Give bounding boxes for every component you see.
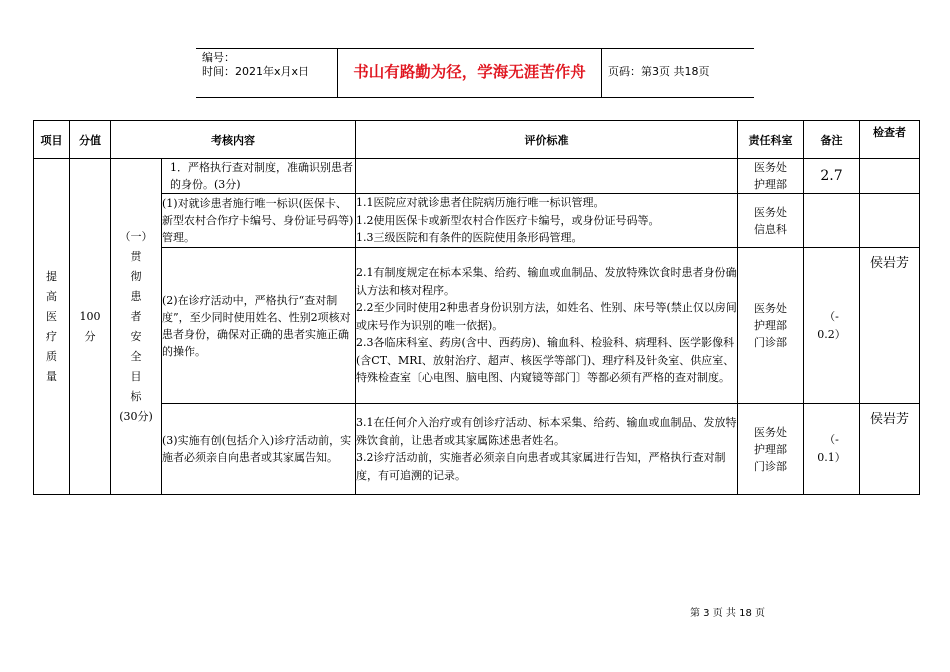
dept-cell: 医务处 护理部 门诊部 bbox=[738, 404, 804, 495]
checker-cell bbox=[860, 159, 920, 194]
criteria-cell: 1.1医院应对就诊患者住院病历施行唯一标识管理。 1.2使用医保卡或新型农村合作医疗卡编号，或身份证号码等。 1.3三级医院和有条件的医院使用条形码管理。 bbox=[356, 194, 738, 248]
note-cell bbox=[804, 194, 860, 248]
note-cell: （- 0.1） bbox=[804, 404, 860, 495]
content-cell: 1．严格执行查对制度，准确识别患者的身份。(3分) bbox=[162, 159, 356, 194]
criteria-cell: 3.1在任何介入治疗或有创诊疗活动、标本采集、给药、输血或血制品、发放特殊饮食前，让患者或其家属陈述患者姓名。 3.2诊疗活动前，实施者必须亲自向患者或其家属进行告知，严格执行查对制度，有可追溯的记录。 bbox=[356, 404, 738, 495]
table-row bbox=[34, 248, 920, 404]
content-cell: (1)对就诊患者施行唯一标识(医保卡、新型农村合作疗卡编号、身份证号码等)管理。 bbox=[162, 194, 356, 248]
note-cell: （- 0.2） bbox=[804, 248, 860, 404]
section-cell: （一） 贯 彻 患 者 安 全 目 标 (30分) bbox=[111, 159, 162, 495]
dept-cell: 医务处 信息科 bbox=[738, 194, 804, 248]
checker-cell: 侯岩芳 bbox=[860, 404, 920, 495]
page-header bbox=[196, 48, 754, 98]
header-content: 考核内容 bbox=[111, 121, 356, 159]
project-cell: 提 高 医 疗 质 量 bbox=[34, 159, 70, 495]
checker-cell bbox=[860, 194, 920, 248]
header-project: 项目 bbox=[34, 121, 70, 159]
assessment-table bbox=[33, 120, 920, 495]
table-header-row bbox=[34, 121, 920, 159]
header-number-label: 编号： bbox=[202, 51, 235, 64]
header-score: 分值 bbox=[70, 121, 111, 159]
criteria-cell: 2.1有制度规定在标本采集、给药、输血或血制品、发放特殊饮食时患者身份确认方法和核对程序。 2.2至少同时使用2种患者身份识别方法，如姓名、性别、床号等(禁止仅以房间或床号作为识别的唯一依据)。 2.3各临床科室、药房(含中、西药房)、输血科、检验科、病理科、医学影像科(含CT、MRI、放射治疗、超声、核医学等部门)、理疗科及针灸室、供应室、特殊检查室〔心电图、脑电图、内窥镜等部门〕等都必须有严格的查对制度。 bbox=[356, 248, 738, 404]
score-cell: 100 分 bbox=[70, 159, 111, 495]
dept-cell: 医务处 护理部 bbox=[738, 159, 804, 194]
header-meta bbox=[196, 49, 338, 97]
page-footer: 第 3 页 共 18 页 bbox=[690, 608, 765, 619]
table-row bbox=[34, 404, 920, 495]
content-cell: (3)实施有创(包括介入)诊疗活动前，实施者必须亲自向患者或其家属告知。 bbox=[162, 404, 356, 495]
table-row bbox=[34, 194, 920, 248]
criteria-cell bbox=[356, 159, 738, 194]
dept-cell: 医务处 护理部 门诊部 bbox=[738, 248, 804, 404]
content-cell: (2)在诊疗活动中，严格执行“查对制度”，至少同时使用姓名、性别2项核对患者身份，确保对正确的患者实施正确的操作。 bbox=[162, 248, 356, 404]
header-page-info: 页码：第3页 共18页 bbox=[608, 65, 710, 78]
header-criteria: 评价标准 bbox=[356, 121, 738, 159]
checker-cell: 侯岩芳 bbox=[860, 248, 920, 404]
header-note: 备注 bbox=[804, 121, 860, 159]
header-dept: 责任科室 bbox=[738, 121, 804, 159]
header-time-label: 时间：2021年x月x日 bbox=[202, 65, 310, 78]
note-cell: 2.7 bbox=[804, 159, 860, 194]
header-checker: 检查者 bbox=[860, 121, 920, 159]
header-motto: 书山有路勤为径，学海无涯苦作舟 bbox=[338, 49, 602, 97]
table-row bbox=[34, 159, 920, 194]
